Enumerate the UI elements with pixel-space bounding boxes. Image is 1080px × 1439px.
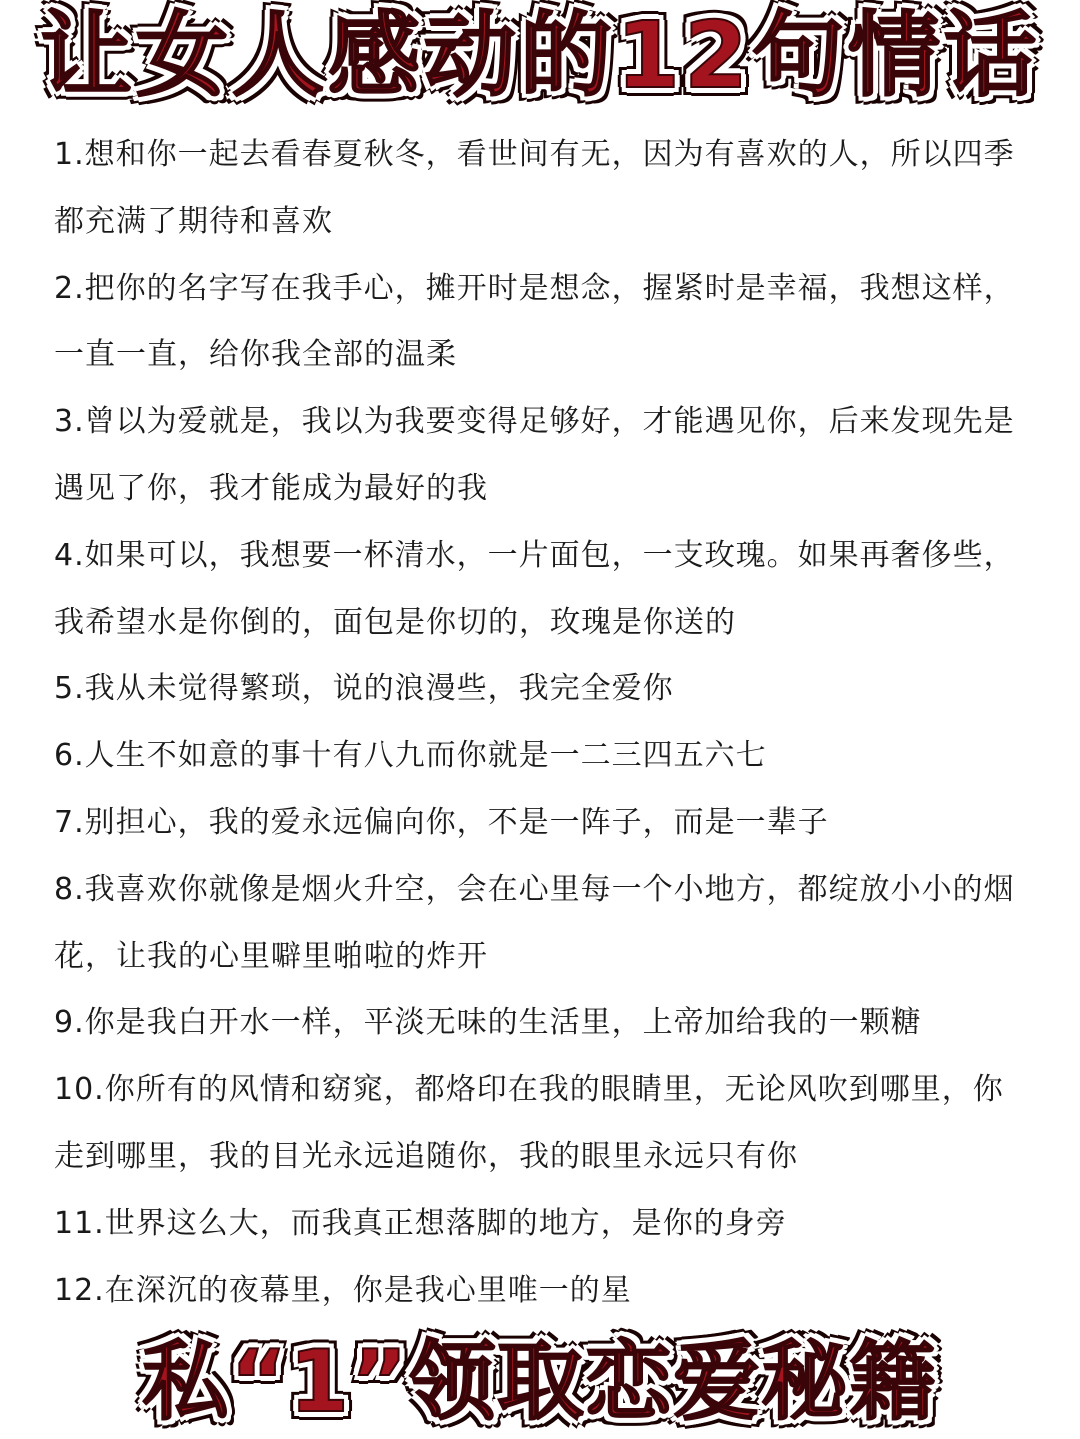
quote-item-3: 3.曾以为爱就是，我以为我要变得足够好，才能遇见你，后来发现先是遇见了你，我才能成为最好的我 xyxy=(54,404,1015,506)
quote-item-5: 5.我从未觉得繁琐，说的浪漫些，我完全爱你 xyxy=(54,671,674,707)
quote-item-7: 7.别担心，我的爱永远偏向你，不是一阵子，而是一辈子 xyxy=(54,804,829,840)
quote-item-8: 8.我喜欢你就像是烟火升空，会在心里每一个小地方，都绽放小小的烟花，让我的心里噼里啪啦的炸开 xyxy=(54,871,1015,974)
quote-list xyxy=(54,122,1029,1324)
quote-item-11: 11.世界这么大，而我真正想落脚的地方，是你的身旁 xyxy=(54,1205,787,1241)
page-title: 让女人感动的12句情话 xyxy=(39,2,1041,109)
quote-item-2: 2.把你的名字写在我手心，摊开时是想念，握紧时是幸福，我想这样，一直一直，给你我全部的温柔 xyxy=(54,270,1015,373)
quote-item-6: 6.人生不如意的事十有八九而你就是一二三四五六七 xyxy=(54,738,767,774)
footer-call-to-action: 私“1”领取恋爱秘籍 xyxy=(142,1332,938,1432)
quote-item-4: 4.如果可以，我想要一杯清水，一片面包，一支玫瑰。如果再奢侈些，我希望水是你倒的，面包是你切的，玫瑰是你送的 xyxy=(54,537,1015,640)
quote-item-10: 10.你所有的风情和窈窕，都烙印在我的眼睛里，无论风吹到哪里，你走到哪里，我的目光永远追随你，我的眼里永远只有你 xyxy=(54,1072,1004,1174)
quote-item-1: 1.想和你一起去看春夏秋冬，看世间有无，因为有喜欢的人，所以四季都充满了期待和喜欢 xyxy=(54,137,1015,239)
quote-item-9: 9.你是我白开水一样，平淡无味的生活里，上帝加给我的一颗糖 xyxy=(54,1005,922,1041)
quote-item-12: 12.在深沉的夜幕里，你是我心里唯一的星 xyxy=(54,1272,632,1308)
